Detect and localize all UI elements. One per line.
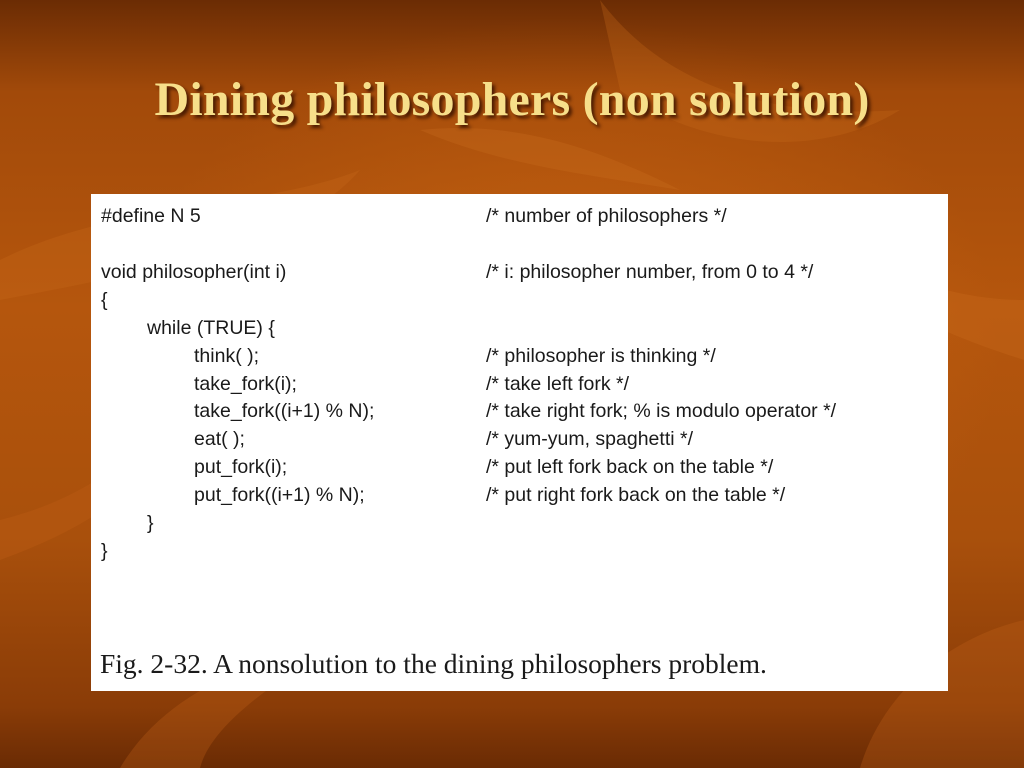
comment-yum-yum: /* yum-yum, spaghetti */	[486, 428, 693, 450]
comment-put-left-fork: /* put left fork back on the table */	[486, 456, 774, 478]
code-line-take-left-fork: take_fork(i);	[194, 373, 297, 395]
comment-philosopher-number: /* i: philosopher number, from 0 to 4 */	[486, 261, 814, 283]
code-line-define: #define N 5	[101, 205, 201, 227]
code-line-put-left-fork: put_fork(i);	[194, 456, 288, 478]
code-line-function-signature: void philosopher(int i)	[101, 261, 287, 283]
comment-put-right-fork: /* put right fork back on the table */	[486, 484, 786, 506]
comment-thinking: /* philosopher is thinking */	[486, 345, 716, 367]
figure-caption: Fig. 2-32. A nonsolution to the dining philosophers problem.	[100, 648, 767, 679]
code-line-close-function: }	[101, 540, 108, 562]
comment-take-right-fork: /* take right fork; % is modulo operator */	[486, 400, 837, 422]
code-line-think: think( );	[194, 345, 260, 367]
slide-title: Dining philosophers (non solution)	[154, 73, 870, 126]
code-line-put-right-fork: put_fork((i+1) % N);	[194, 484, 365, 506]
comment-take-left-fork: /* take left fork */	[486, 373, 630, 395]
code-line-eat: eat( );	[194, 428, 245, 450]
code-line-open-brace: {	[101, 289, 108, 311]
code-line-while: while (TRUE) {	[147, 317, 275, 339]
code-line-take-right-fork: take_fork((i+1) % N);	[194, 400, 375, 422]
code-line-close-while: }	[147, 512, 154, 534]
comment-number-of-philosophers: /* number of philosophers */	[486, 205, 727, 227]
code-figure	[91, 194, 948, 691]
